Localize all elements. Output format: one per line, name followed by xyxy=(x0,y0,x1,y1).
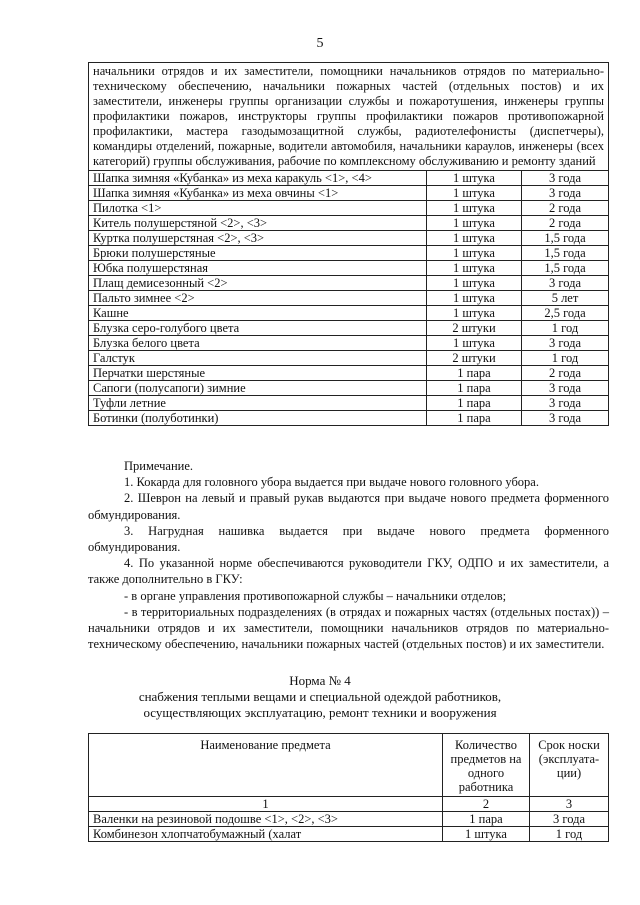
item-name-cell: Галстук xyxy=(89,351,427,366)
item-name-cell: Туфли летние xyxy=(89,396,427,411)
norm-4-subtitle-line: осуществляющих эксплуатацию, ремонт техники и вооружения xyxy=(143,705,497,720)
quantity-cell: 1 пара xyxy=(443,812,530,827)
table-row xyxy=(89,171,609,186)
norm-4-table xyxy=(88,733,609,842)
wear-term-cell: 2 года xyxy=(522,201,609,216)
wear-term-cell: 1,5 года xyxy=(522,246,609,261)
wear-term-cell: 2 года xyxy=(522,366,609,381)
note-item: 1. Кокарда для головного убора выдается при выдаче нового головного убора. xyxy=(124,475,539,490)
quantity-cell: 1 штука xyxy=(427,171,522,186)
quantity-cell: 1 штука xyxy=(427,306,522,321)
table-row xyxy=(89,231,609,246)
table-row xyxy=(89,336,609,351)
note-item: 2. Шеврон на левый и правый рукав выдаются при выдаче нового предмета форменного обмундирования. xyxy=(88,491,609,522)
table-row xyxy=(89,321,609,336)
column-number: 1 xyxy=(89,797,443,812)
header-item-name: Наименование предмета xyxy=(89,734,443,797)
wear-term-cell: 3 года xyxy=(522,411,609,426)
notes-title: Примечание. xyxy=(124,459,194,473)
note-item: - в территориальных подразделениях (в отрядах и пожарных частях (отдельных постах)) – начальники отрядов и их заместители, помощники начальников отрядов по материально-техническому обеспечению, начальники пожарных частей (отдельных постов) и их заместители. xyxy=(88,604,609,652)
norm-4-subtitle-line: снабжения теплыми вещами и специальной одеждой работников, xyxy=(138,689,502,704)
item-name-cell: Юбка полушерстяная xyxy=(89,261,427,276)
item-name-cell: Шапка зимняя «Кубанка» из меха овчины <1> xyxy=(89,186,427,201)
item-name-cell: Пальто зимнее <2> xyxy=(89,291,427,306)
item-name-cell: Перчатки шерстяные xyxy=(89,366,427,381)
item-name-cell: Плащ демисезонный <2> xyxy=(89,276,427,291)
table-row xyxy=(89,351,609,366)
table-row xyxy=(89,186,609,201)
quantity-cell: 1 штука xyxy=(427,246,522,261)
page-number: 5 xyxy=(316,36,324,51)
item-name-cell: Ботинки (полуботинки) xyxy=(89,411,427,426)
wear-term-cell: 1 год xyxy=(530,827,609,842)
table-row xyxy=(89,366,609,381)
wear-term-cell: 3 года xyxy=(522,186,609,201)
quantity-cell: 1 штука xyxy=(427,336,522,351)
item-name-cell: Кашне xyxy=(89,306,427,321)
quantity-cell: 1 пара xyxy=(427,366,522,381)
header-quantity: Количество предметов на одного работника xyxy=(443,734,530,797)
wear-term-cell: 3 года xyxy=(522,276,609,291)
table-row xyxy=(89,812,609,827)
wear-term-cell: 3 года xyxy=(530,812,609,827)
wear-term-cell: 1 год xyxy=(522,321,609,336)
norm-4-subtitle xyxy=(0,689,640,721)
column-number: 2 xyxy=(443,797,530,812)
table-row xyxy=(89,827,609,842)
wear-term-cell: 5 лет xyxy=(522,291,609,306)
item-name-cell: Куртка полушерстяная <2>, <3> xyxy=(89,231,427,246)
header-wear-term: Срок носки (эксплуата-ции) xyxy=(530,734,609,797)
position-list-cell: начальники отрядов и их заместители, помощники начальников отрядов по материально-техническому обеспечению, начальники пожарных частей (отдельных постов) и их заместители, инженеры группы организации службы и пожаротушения, инженеры группы профилактики пожаров, инструкторы группы профилактики пожаров противопожарной профилактики, мастера газодымозащитной службы, радиотелефонисты (диспетчеры), командиры отделений, пожарные, водители автомобиля, начальники караулов, инженеры (всех категорий) группы обслуживания, рабочие по комплексному обслуживанию и ремонту зданий xyxy=(89,63,609,171)
note-item: - в органе управления противопожарной службы – начальники отделов; xyxy=(124,588,507,603)
wear-term-cell: 1,5 года xyxy=(522,231,609,246)
wear-term-cell: 2,5 года xyxy=(522,306,609,321)
notes-section xyxy=(88,458,609,652)
table-row xyxy=(89,216,609,231)
table-row xyxy=(89,261,609,276)
note-item: 4. По указанной норме обеспечиваются руководители ГКУ, ОДПО и их заместители, а также дополнительно в ГКУ: xyxy=(88,556,609,587)
table-row xyxy=(89,201,609,216)
quantity-cell: 1 штука xyxy=(427,201,522,216)
wear-term-cell: 2 года xyxy=(522,216,609,231)
wear-term-cell: 3 года xyxy=(522,336,609,351)
item-name-cell: Шапка зимняя «Кубанка» из меха каракуль <1>, <4> xyxy=(89,171,427,186)
item-name-cell: Комбинезон хлопчатобумажный (халат xyxy=(89,827,443,842)
quantity-cell: 1 штука xyxy=(427,186,522,201)
wear-term-cell: 3 года xyxy=(522,381,609,396)
quantity-cell: 2 штуки xyxy=(427,321,522,336)
quantity-cell: 1 штука xyxy=(427,261,522,276)
wear-term-cell: 1,5 года xyxy=(522,261,609,276)
quantity-cell: 1 штука xyxy=(427,276,522,291)
table-row xyxy=(89,396,609,411)
norm-4-title: Норма № 4 xyxy=(289,673,351,688)
table-row xyxy=(89,411,609,426)
table-row xyxy=(89,291,609,306)
norm-3-table xyxy=(88,62,609,426)
wear-term-cell: 3 года xyxy=(522,396,609,411)
quantity-cell: 1 штука xyxy=(427,291,522,306)
quantity-cell: 1 пара xyxy=(427,381,522,396)
item-name-cell: Блузка серо-голубого цвета xyxy=(89,321,427,336)
item-name-cell: Брюки полушерстяные xyxy=(89,246,427,261)
quantity-cell: 2 штуки xyxy=(427,351,522,366)
quantity-cell: 1 штука xyxy=(427,216,522,231)
wear-term-cell: 3 года xyxy=(522,171,609,186)
item-name-cell: Валенки на резиновой подошве <1>, <2>, <3> xyxy=(89,812,443,827)
column-number: 3 xyxy=(530,797,609,812)
quantity-cell: 1 пара xyxy=(427,396,522,411)
note-item: 3. Нагрудная нашивка выдается при выдаче нового предмета форменного обмундирования. xyxy=(88,523,609,555)
table-row xyxy=(89,276,609,291)
quantity-cell: 1 пара xyxy=(427,411,522,426)
table-row xyxy=(89,306,609,321)
quantity-cell: 1 штука xyxy=(443,827,530,842)
table-row xyxy=(89,246,609,261)
item-name-cell: Пилотка <1> xyxy=(89,201,427,216)
item-name-cell: Блузка белого цвета xyxy=(89,336,427,351)
table-row xyxy=(89,381,609,396)
item-name-cell: Китель полушерстяной <2>, <3> xyxy=(89,216,427,231)
quantity-cell: 1 штука xyxy=(427,231,522,246)
item-name-cell: Сапоги (полусапоги) зимние xyxy=(89,381,427,396)
wear-term-cell: 1 год xyxy=(522,351,609,366)
